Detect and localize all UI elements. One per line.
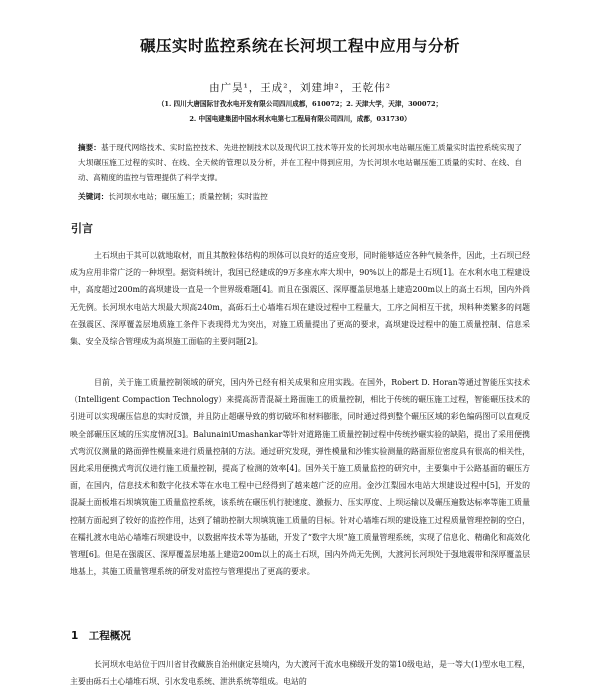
affiliation-line-2: 2. 中国电建集团中国水利水电第七工程局有限公司四川，成都，031730）: [189, 115, 411, 123]
author-list: 由广昊¹，王成²，刘建坤²，王乾伟²: [209, 82, 391, 94]
keywords: [78, 191, 522, 202]
paper-title: 碾压实时监控系统在长河坝工程中应用与分析: [139, 37, 460, 55]
keywords-text: 长河坝水电站；碾压施工；质量控制；实时监控: [108, 192, 268, 201]
keywords-label: 关键词：: [78, 192, 109, 201]
abstract-text: 基于现代网络技术、实时监控技术、先进控制技术以及现代识工技术等开发的长河坝水电站碾压施工质量实时监控系统实现了大坝碾压施工过程的实时、在线、全天候的管理以及分析，并在工程中得到应用，为长河坝水电站碾压施工质量的实时、在线、自动、高精度的监控与管理提供了科学支撑。: [78, 143, 522, 182]
abstract: [78, 140, 522, 185]
abstract-label: 摘要：: [78, 143, 101, 152]
intro-paragraph-2: 目前，关于施工质量控制领域的研究，国内外已经有相关成果和应用实践。在国外，Robert D. Horan等通过智能压实技术（Intelligent Compaction Technology）来提高沥青混凝土路面施工的质量控制，相比于传统的碾压施工过程，智能碾压技术的引进可以实现碾压信息的实时反馈，并且防止超碾导致的剪切破坏和材料膨胀，同时通过得到整个碾压区域的彩色编码图可以直观反映全部碾压区域的压实度情况[3]。BalunainiUmashankar等针对道路施工质量控制过程中传统抄碾实验的缺陷，提出了采用便携式弯沉仪测量的路面弹性模量来进行质量控制的方法。通过研究发现，弹性模量和沙锥实验测量的路面原位密度具有很高的相关性，因此采用便携式弯沉仪进行施工质量控制，提高了检测的效率[4]。国外关于施工质量监控的研究中，主要集中于公路基面的碾压方面，在国内，信息技术和数字化技术等在水电工程中已经得到了越来越广泛的应用。金沙江梨园水电站大坝建设过程中[5]，开发的混凝土面板堆石坝填筑施工质量监控系统，该系统在碾压机行驶速度、激振力、压实厚度、上坝运输以及碾压遍数达标率等施工质量控制方面起到了较好的监控作用，达到了辅助控制大坝填筑施工质量的目标。针对心墙堆石坝的建设施工过程质量管理控制的空白，在糯扎渡水电站心墙堆石坝建设中，以数据库技术等为基础，开发了“数字大坝”施工质量管理系统，实现了信息化、精确化和高效化管理[6]。但是在强震区、深厚覆盖层地基上建造200m以上的高土石坝，国内外尚无先例，大渡河长河坝处于强地震带和深厚覆盖层地基上，其施工质量管理系统的研发对监控与管理提出了更高的要求。: [70, 378, 530, 577]
affiliation-line-1: （1. 四川大唐国际甘孜水电开发有限公司四川成都，610072；2. 天津大学，天津，300072；: [157, 100, 443, 108]
section-1-heading: 1 工程概况: [71, 630, 131, 642]
intro-paragraph-1: 土石坝由于其可以就地取材，而且其散粒体结构的坝体可以良好的适应变形，同时能够适应各种气候条件，因此，土石坝已经成为应用非常广泛的一种坝型。据资料统计，我国已经建成的9万多座水库大坝中，90%以上的都是土石坝[1]。在水利水电工程建设中，高度超过200m的高坝建设一直是一个世界级难题[4]。而且在强震区、深厚覆盖层地基上建造200m以上的高土石坝，国内外尚无先例。长河坝水电站大坝最大坝高240m，高砾石土心墙堆石坝在建设过程中工程量大，工序之间相互干扰，坝料种类繁多的问题在强震区、深厚覆盖层地质施工条件下表现得尤为突出，对施工质量提出了更高的要求，高坝建设过程中的施工质量控制、信息采集、安全及综合管理成为高坝施工面临的主要问题[2]。: [70, 251, 530, 347]
intro-heading: 引言: [71, 222, 93, 235]
section-1-paragraph: 长河坝水电站位于四川省甘孜藏族自治州康定县境内，为大渡河干流水电梯级开发的第10级电站，是一等大(1)型水电工程，主要由砾石土心墙堆石坝、引水发电系统、泄洪系统等组成。电站的: [70, 660, 530, 687]
